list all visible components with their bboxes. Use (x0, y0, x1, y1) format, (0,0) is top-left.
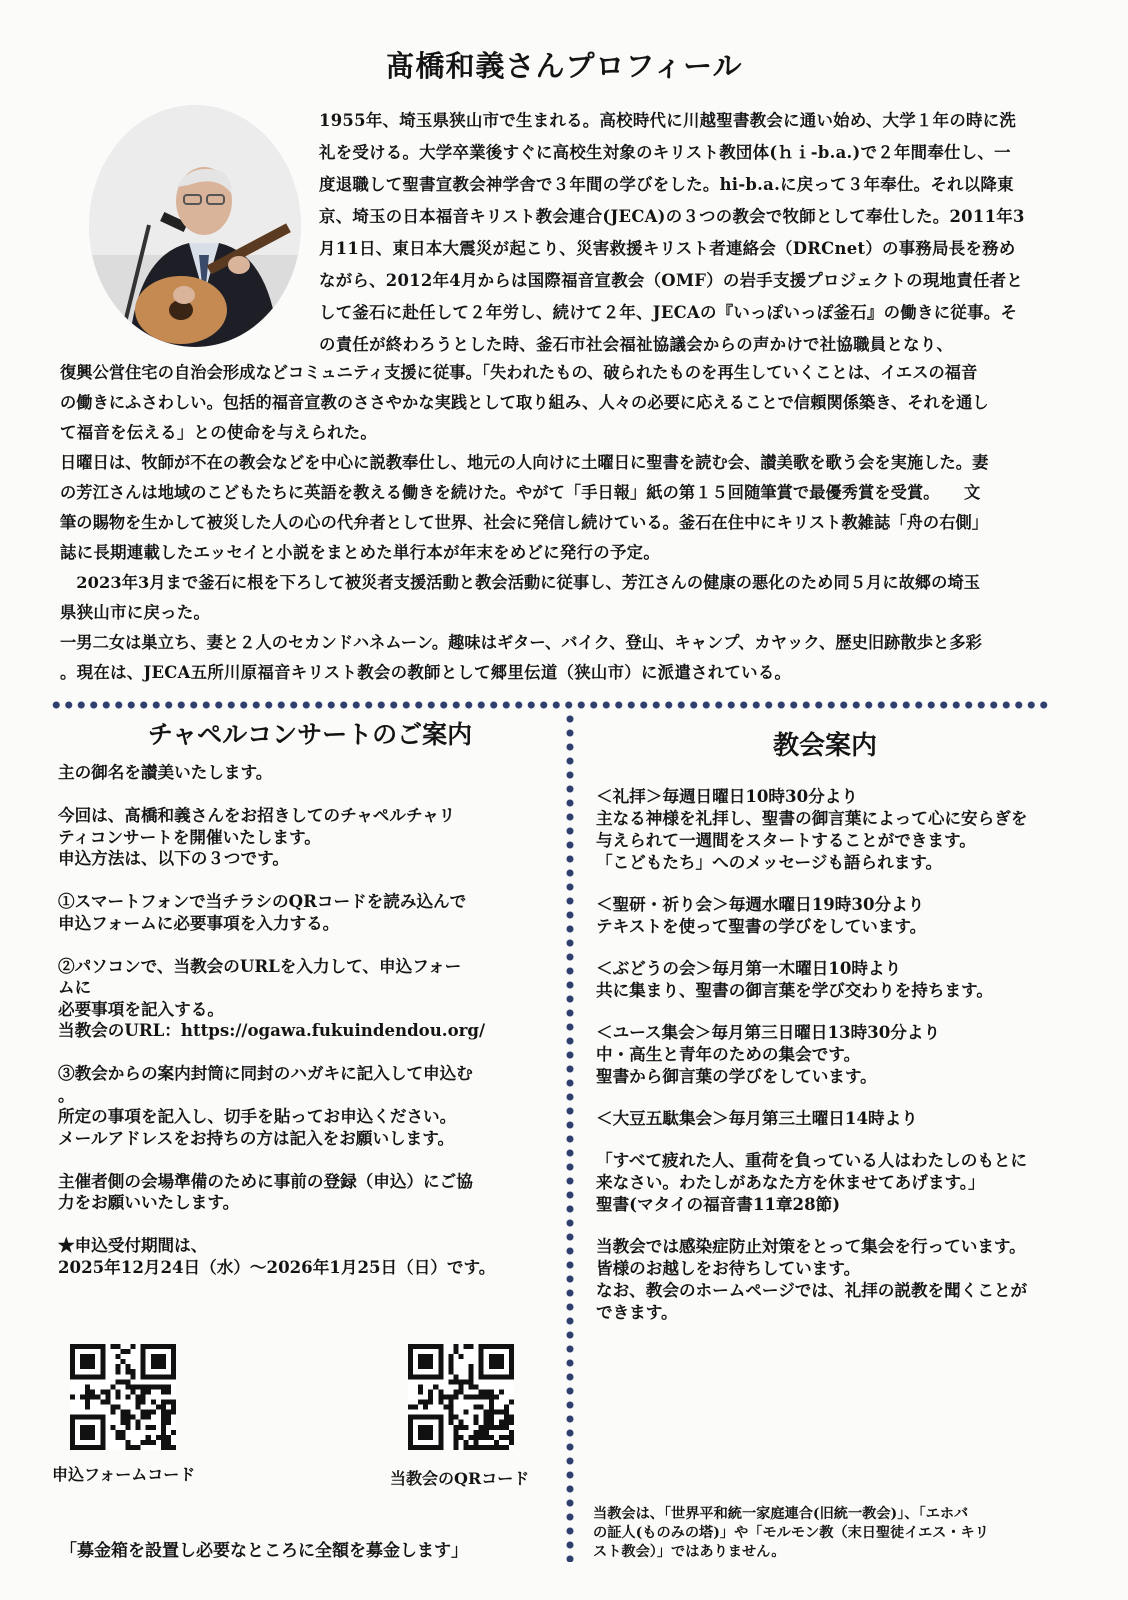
church-title: 教会案内 (772, 731, 877, 761)
profile-photo (89, 105, 301, 347)
profile-line: の責任が終わろうとした時、釜石市社会福祉協議会からの声かけで社協職員となり、 (319, 335, 954, 354)
fund-note: 「募金箱を設置し必要なところに全額を募金します」 (60, 1541, 468, 1561)
concert-paragraph: 今回は、髙橋和義さんをお招きしてのチャペルチャリ ティコンサートを開催いたします。 申込方法は、以下の３つです。 (58, 805, 456, 868)
profile-line: 一男二女は巣立ち、妻と２人のセカンドハネムーン。趣味はギター、バイク、登山、キャンプ、カヤック、歴史旧跡散歩と多彩 (60, 633, 982, 652)
dotted-divider-vertical (565, 712, 575, 1562)
church-body (596, 785, 1096, 1343)
profile-line: 京、埼玉の日本福音キリスト教会連合(JECA)の３つの教会で牧師として奉仕した。2011年3 (319, 207, 1025, 226)
profile-line: ながら、2012年4月からは国際福音宣教会（OMF）の岩手支援プロジェクトの現地責任者と (319, 271, 1024, 290)
profile-line: 2023年3月まで釜石に根を下ろして被災者支援活動と教会活動に従事し、芳江さんの健康の悪化のため同５月に故郷の埼玉 (60, 573, 981, 592)
concert-paragraph: ★申込受付期間は、 2025年12月24日（水）～2026年1月25日（日）です。 (58, 1235, 496, 1277)
qr-code-church[interactable] (408, 1344, 514, 1450)
qr-code-form[interactable] (70, 1344, 176, 1450)
church-paragraph-youth: ＜ユース集会＞毎月第三日曜日13時30分より 中・高生と青年のための集会です。 聖書から御言葉の学びをしています。 (596, 1022, 941, 1086)
concert-paragraph: ③教会からの案内封筒に同封のハガキに記入して申込む 。 所定の事項を記入し、切手を貼ってお申込ください。 メールアドレスをお持ちの方は記入をお願いします。 (58, 1063, 473, 1148)
profile-title: 髙橋和義さんプロフィール (385, 49, 743, 83)
dotted-divider-horizontal (50, 700, 1050, 710)
church-paragraph-notice: 当教会では感染症防止対策をとって集会を行っています。 皆様のお越しをお待ちしています。 なお、教会のホームページでは、礼拝の説教を聞くことが できます。 (596, 1236, 1028, 1322)
church-paragraph-oomamegoda: ＜大豆五駄集会＞毎月第三土曜日14時より (596, 1108, 918, 1128)
profile-line: て福音を伝える」との使命を与えられた。 (60, 423, 378, 442)
profile-line: 復興公営住宅の自治会形成などコミュニティ支援に従事。「失われたもの、破られたものを再生していくことは、イエスの福音 (60, 363, 978, 382)
profile-line: の芳江さんは地域のこどもたちに英語を教える働きを続けた。やがて「手日報」紙の第１５回随筆賞で最優秀賞を受賞。 文 (60, 483, 981, 502)
church-paragraph-grape-meeting: ＜ぶどうの会＞毎月第一木曜日10時より 共に集まり、聖書の御言葉を学び交わりを持ちます。 (596, 958, 993, 1000)
profile-line: 。現在は、JECA五所川原福音キリスト教会の教師として郷里伝道（狭山市）に派遣されている。 (60, 663, 792, 682)
profile-line: の働きにふさわしい。包括的福音宣教のささやかな実践として取り組み、人々の必要に応えることで信頼関係築き、それを通し (60, 393, 989, 412)
qr-church-caption: 当教会のQRコード (390, 1469, 530, 1488)
guitarist-portrait-image (89, 105, 301, 347)
profile-line: 度退職して聖書宣教会神学舎で３年間の学びをした。hi-b.a.に戻って３年奉仕。それ以降東 (319, 175, 1014, 194)
qr-form-caption: 申込フォームコード (52, 1465, 196, 1484)
profile-line: して釜石に赴任して２年労し、続けて２年、JECAの『いっぽいっぽ釜石』の働きに従事。そ (319, 303, 1018, 322)
profile-line: 月11日、東日本大震災が起こり、災害救援キリスト者連絡会（DRCnet）の事務局長を務め (319, 239, 1016, 258)
concert-paragraph: ①スマートフォンで当チラシのQRコードを読み込んで 申込フォームに必要事項を入力する。 (58, 891, 467, 933)
profile-line: 日曜日は、牧師が不在の教会などを中心に説教奉仕し、地元の人向けに土曜日に聖書を読む会、讃美歌を歌う会を実施した。妻 (60, 453, 989, 472)
profile-line: 1955年、埼玉県狭山市で生まれる。高校時代に川越聖書教会に通い始め、大学１年の時に洗 (319, 111, 1017, 130)
concert-title: チャペルコンサートのご案内 (147, 720, 473, 749)
church-paragraph-scripture: 「すべて疲れた人、重荷を負っている人はわたしのもとに 来なさい。わたしがあなた方を休ませてあげます。」 聖書(マタイの福音書11章28節) (596, 1150, 1028, 1214)
concert-paragraph: 主催者側の会場準備のために事前の登録（申込）にご協 力をお願いいたします。 (58, 1170, 473, 1212)
church-paragraph-worship: ＜礼拝＞毎週日曜日10時30分より 主なる神様を礼拝し、聖書の御言葉によって心に安らぎを 与えられて一週間をスタートすることができます。 「こどもたち」へのメッセージも語られます。 (596, 786, 1028, 872)
profile-line: 筆の賜物を生かして被災した人の心の代弁者として世界、社会に発信し続けている。釜石在住中にキリスト教雑誌「舟の右側」 (60, 513, 989, 532)
profile-line: 礼を受ける。大学卒業後すぐに高校生対象のキリスト教団体(ｈｉ-b.a.)で２年間奉仕し、一 (319, 143, 1011, 162)
concert-paragraph: ②パソコンで、当教会のURLを入力して、申込フォー ムに 必要事項を記入する。 当教会のURL：https://ogawa.fukuindendou.org/ (58, 955, 486, 1040)
profile-line: 誌に長期連載したエッセイと小説をまとめた単行本が年末をめどに発行の予定。 (60, 543, 661, 562)
concert-body (58, 762, 558, 1300)
church-paragraph-bible-study: ＜聖研・祈り会＞毎週水曜日19時30分より テキストを使って聖書の学びをしています。 (596, 894, 927, 936)
profile-line: 県狭山市に戻った。 (60, 603, 211, 622)
concert-paragraph: 主の御名を讃美いたします。 (58, 762, 273, 782)
disclaimer: 当教会は、「世界平和統一家庭連合(旧統一教会)」、「エホバ の証人(ものみの塔)」や「モルモン教（末日聖徒イエス・キリ スト教会）」ではありません。 (593, 1506, 989, 1560)
